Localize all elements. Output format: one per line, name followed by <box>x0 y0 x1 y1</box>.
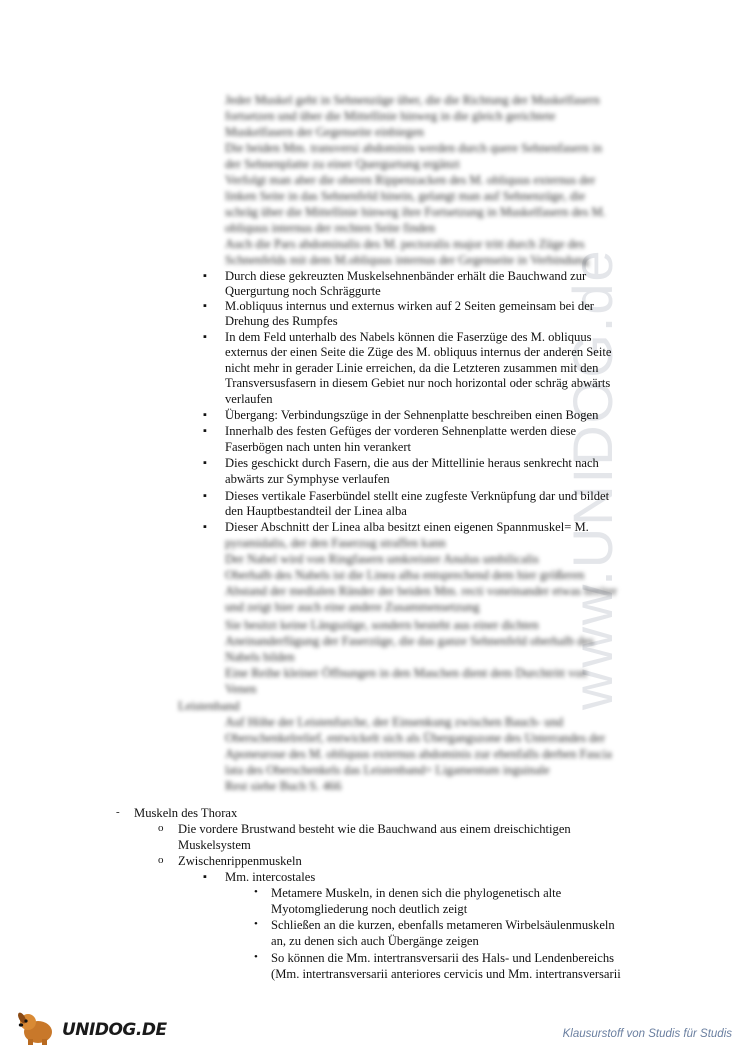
blurred-line: fortsetzen und über die Mittellinie hinweg in die gleich gerichtete <box>225 109 556 123</box>
blurred-line: Oberhalb des Nabels ist die Linea alba entsprechend dem hier größeren <box>225 568 585 582</box>
dot-bullet: • <box>254 918 258 930</box>
blurred-line: lata des Oberschenkels das Leistenband= Ligamentum inguinale <box>225 763 550 777</box>
list-item-continuation: (Mm. intertransversarii anteriores cervicis und Mm. intertransversarii <box>271 967 621 981</box>
blurred-line: Schnenfelds mit dem M.obliquus internus der Gegenseite in Verbindung <box>225 253 589 267</box>
blurred-line: schräg über die Mittellinie hinweg ihre Fortsetzung in Muskelfasern des M. <box>225 205 606 219</box>
list-item: Schließen an die kurzen, ebenfalls metameren Wirbelsäulenmuskeln <box>271 918 615 932</box>
list-item: So können die Mm. intertransversarii des Hals- und Lendenbereichs <box>271 951 615 965</box>
dot-bullet: • <box>254 886 258 898</box>
blurred-line: der Sehnenplatte zu einer Quergurtung ergänzt <box>225 157 460 171</box>
list-item: ▪ Innerhalb des festen Gefüges der vorderen Sehnenplatte werden diese <box>225 423 576 440</box>
blurred-line: Verfolgt man aber die oberen Rippenzacken des M. obliquus externus der <box>225 173 596 187</box>
list-item: ▪ Dieses vertikale Faserbündel stellt eine zugfeste Verknüpfung dar und bildet <box>225 488 609 505</box>
dog-mascot-icon <box>14 1010 58 1046</box>
blurred-line: Auf Höhe der Leistenfurche, der Einsenkung zwischen Bauch- und <box>225 715 564 729</box>
blurred-line: Eine Reihe kleiner Öffnungen in den Maschen dient dem Durchtritt von <box>225 666 588 680</box>
blurred-line: pyramidalis, der den Faserzug straffen kann <box>225 536 446 550</box>
blurred-line: Nabels bilden <box>225 650 295 664</box>
list-item: ▪ Übergang: Verbindungszüge in der Sehnenplatte beschreiben einen Bogen <box>225 407 598 424</box>
blurred-line: Die beiden Mm. transversi abdominis werden durch quere Sehnenfasern in <box>225 141 603 155</box>
list-item-continuation: externus der einen Seite die Züge des M. obliquus internus der anderen Seite <box>225 345 612 359</box>
blurred-line: linken Seite in das Sehnenfeld hinein, gelangt man auf Sehnenzüge, die <box>225 189 586 203</box>
blurred-line: Auch die Pars abdominalis des M. pectoralis major tritt durch Züge des <box>225 237 585 251</box>
list-item: ▪ In dem Feld unterhalb des Nabels können die Faserzüge des M. obliquus <box>225 329 592 346</box>
circle-bullet: o <box>158 854 164 866</box>
list-item-continuation: Faserbögen nach unten hin verankert <box>225 440 412 454</box>
blurred-line: Leistenband <box>178 699 240 713</box>
list-item-continuation: Quergurtung noch Schräggurte <box>225 284 381 298</box>
list-item: ▪ Durch diese gekreuzten Muskelsehnenbänder erhält die Bauchwand zur <box>225 268 586 285</box>
unidog-logo[interactable] <box>8 1008 167 1048</box>
list-item-continuation: Transversusfasern in diesem Gebiet nur noch horizontal oder schräg abwärts <box>225 376 611 390</box>
list-item: Zwischenrippenmuskeln <box>178 854 302 868</box>
circle-bullet: o <box>158 822 164 834</box>
blurred-line: Der Nabel wird von Ringfasern umkreister Anulus umbilicalis <box>225 552 539 566</box>
list-item-continuation: an, zu denen sich auch Übergänge zeigen <box>271 934 479 948</box>
list-item-continuation: Muskelsystem <box>178 838 251 852</box>
dot-bullet: • <box>254 951 258 963</box>
blurred-line: Aneinanderfügung der Faserzüge, die das ganze Sehnenfeld oberhalb des <box>225 634 594 648</box>
section-heading: Muskeln des Thorax <box>134 806 238 820</box>
blurred-line: obliquus internus der rechten Seite finden <box>225 221 436 235</box>
list-item: Metamere Muskeln, in denen sich die phylogenetisch alte <box>271 886 562 900</box>
blurred-line: und zeigt hier auch eine andere Zusammensetzung <box>225 600 480 614</box>
list-item: Die vordere Brustwand besteht wie die Bauchwand aus einem dreischichtigen <box>178 822 571 836</box>
list-item: ▪ Mm. intercostales <box>225 869 315 886</box>
logo-text: UNIDOG.DE <box>62 1020 167 1040</box>
list-item-continuation: nicht mehr in gerader Linie erreichen, da die Letzteren zusammen mit den <box>225 361 599 375</box>
list-item-continuation: Myotomgliederung noch deutlich zeigt <box>271 902 468 916</box>
list-item: ▪ M.obliquus internus und externus wirken auf 2 Seiten gemeinsam bei der <box>225 298 594 315</box>
list-item-continuation: den Hauptbestandteil der Linea alba <box>225 504 407 518</box>
blurred-line: Muskelfasern der Gegenseite einbiegen <box>225 125 424 139</box>
dash-bullet: - <box>116 806 120 818</box>
watermark: www.UNIDOG.de <box>561 248 624 710</box>
blurred-line: Abstand der medialen Ränder der beiden Mm. recti voneinander etwas breiter <box>225 584 618 598</box>
blurred-line: Venen <box>225 682 257 696</box>
blurred-line: Jeder Muskel geht in Sehnenzüge über, die die Richtung der Muskelfasern <box>225 93 600 107</box>
list-item: ▪ Dies geschickt durch Fasern, die aus der Mittellinie heraus senkrecht nach <box>225 455 599 472</box>
list-item-continuation: verlaufen <box>225 392 273 406</box>
footer-tagline: Klausurstoff von Studis für Studis <box>562 1028 732 1040</box>
blurred-line: Rest siehe Buch S. 466 <box>225 779 342 793</box>
blurred-line: Aponeurose des M. obliquus externus abdominis zur ebenfalls derben Fascia <box>225 747 612 761</box>
blurred-line: Sie besitzt keine Längszüge, sondern besteht aus einer dichten <box>225 618 539 632</box>
blurred-line: Oberschenkelrelief, entwickelt sich als Übergangszone des Unterrandes der <box>225 731 606 745</box>
list-item-continuation: Drehung des Rumpfes <box>225 314 338 328</box>
list-item-continuation: abwärts zur Symphyse verlaufen <box>225 472 390 486</box>
list-item: ▪ Dieser Abschnitt der Linea alba besitzt einen eigenen Spannmuskel= M. <box>225 519 589 536</box>
